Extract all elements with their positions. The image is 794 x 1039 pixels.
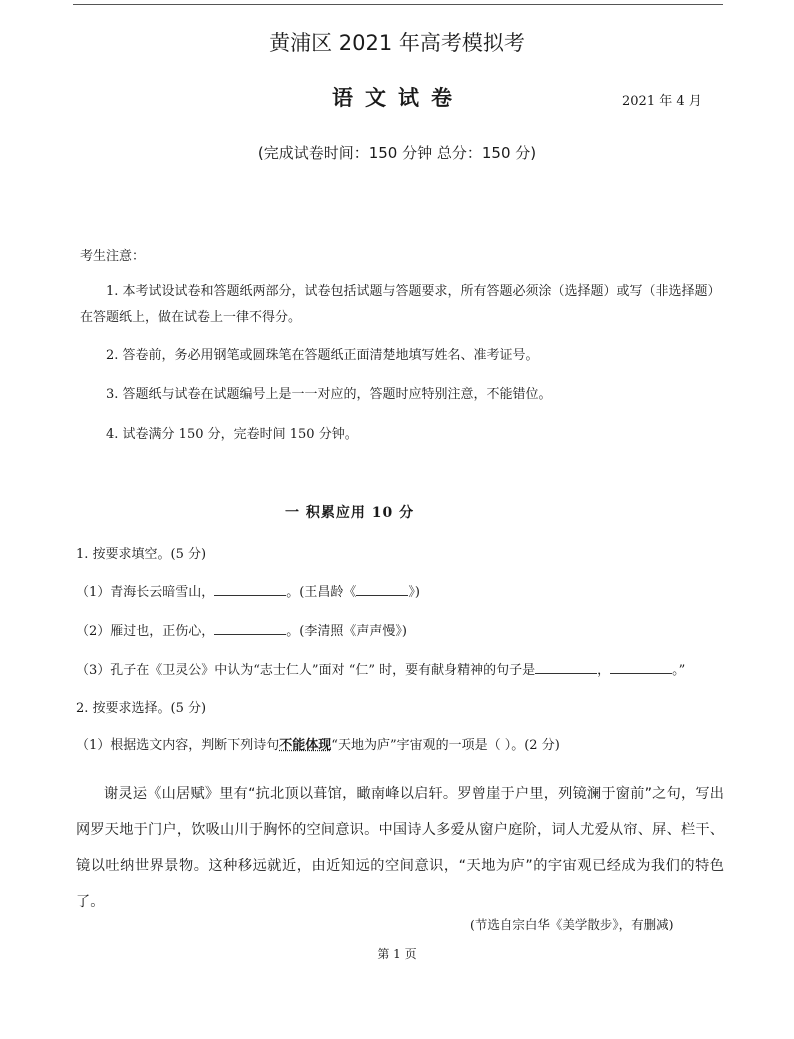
section-title: 一 积累应用 10 分 (285, 505, 415, 521)
page-number: 第 1 页 (377, 947, 417, 961)
exam-timing: (完成试卷时间：150 分钟 总分：150 分) (257, 144, 537, 162)
answer-blank[interactable] (356, 583, 408, 596)
notice-heading: 考生注意： (80, 249, 146, 264)
question-2-1-end: “天地为庐”宇宙观的一项是（ ）。(2 分) (331, 738, 560, 753)
answer-blank[interactable] (214, 583, 286, 596)
question-1-1-text: （1）青海长云暗雪山， (76, 585, 215, 600)
question-1-3-text: （3）孔子在《卫灵公》中认为“志士仁人”面对 “仁” 时，要有献身精神的句子是 (76, 663, 536, 678)
notice-rule-1: 1. 本考试设试卷和答题纸两部分，试卷包括试题与答题要求，所有答题必须涂（选择题）或写（非选择题）在答题纸上，做在试卷上一律不得分。 (80, 284, 715, 325)
question-2-1-emphasis: 不能体现 (279, 738, 332, 753)
question-1-1-source: 。(王昌龄《 (286, 585, 357, 600)
question-1-2-source: 。(李清照《声声慢》) (286, 624, 407, 639)
question-1-1 (76, 581, 420, 600)
answer-blank[interactable] (214, 622, 286, 635)
answer-blank[interactable] (610, 661, 672, 674)
notice-rule-2: 2. 答卷前，务必用钢笔或圆珠笔在答题纸正面清楚地填写姓名、准考证号。 (106, 348, 539, 363)
header-rule (73, 4, 723, 5)
question-2-1-text: （1）根据选文内容，判断下列诗句 (76, 738, 280, 753)
question-1-1-end: 》) (408, 585, 420, 600)
reading-passage: 谢灵运《山居赋》里有“抗北顶以葺馆，瞰南峰以启轩。罗曾崖于户里，列镜澜于窗前”之句，写出网罗天地于门户，饮吸山川于胸怀的空间意识。中国诗人多爱从窗户庭阶，词人尤爱从帘、屏、栏干、镜以吐纳世界景物。这种移远就近，由近知远的空间意识，“天地为庐”的宇宙观已经成为我们的特色了。 (76, 786, 724, 910)
question-2-label: 2. 按要求选择。(5 分) (76, 701, 207, 716)
answer-blank[interactable] (535, 661, 597, 674)
question-2-1 (76, 734, 560, 753)
exam-date: 2021 年 4 月 (622, 94, 702, 109)
question-1-label: 1. 按要求填空。(5 分) (76, 547, 207, 562)
question-1-3 (76, 659, 685, 678)
subject-title: 语文试卷 (332, 85, 464, 110)
passage-source: (节选自宗白华《美学散步》，有删减) (470, 917, 674, 932)
question-1-2 (76, 620, 407, 639)
notice-rule-3: 3. 答题纸与试卷在试题编号上是一一对应的，答题时应特别注意，不能错位。 (106, 387, 552, 402)
question-1-2-text: （2）雁过也，正伤心， (76, 624, 215, 639)
question-1-3-end: 。” (672, 663, 686, 678)
exam-title: 黄浦区 2021 年高考模拟考 (269, 31, 525, 55)
question-1-3-sep: ， (597, 663, 611, 678)
notice-rule-4: 4. 试卷满分 150 分，完卷时间 150 分钟。 (106, 427, 358, 442)
